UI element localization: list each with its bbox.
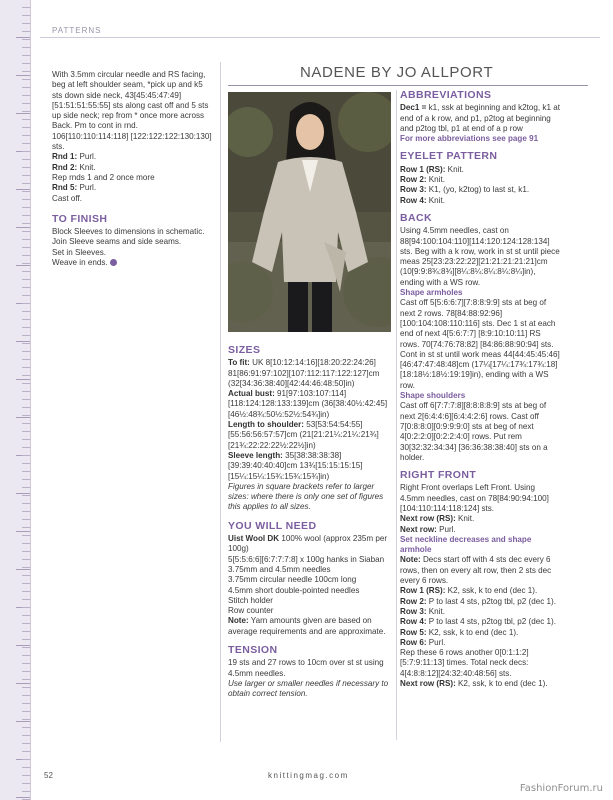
eyelet-row-1 [400, 165, 560, 175]
tension-note: Use larger or smaller needles if necessary to obtain correct tension. [228, 678, 389, 699]
front-next-label: Next row (RS): [400, 514, 456, 524]
front-next-text: Knit. [458, 514, 475, 524]
abbr-heading: ABBREVIATIONS [400, 89, 492, 101]
rnd2-text: Knit. [79, 162, 96, 172]
need-line-2: 3.75mm and 4.5mm needles [228, 564, 331, 574]
column-divider-right [396, 90, 397, 740]
armholes-heading: Shape armholes [400, 288, 463, 298]
front-row-label: Row 1 (RS): [400, 586, 446, 596]
watermark: FashionForum.ru [519, 783, 603, 794]
front-row-6 [400, 638, 560, 648]
front-row-text: K2, ssk, k to end (dec 1). [447, 586, 538, 596]
ruler-minor-ticks [22, 0, 30, 800]
tension-text: 19 sts and 27 rows to 10cm over st st using 4.5mm needles. [228, 658, 384, 678]
page-ruler [0, 0, 31, 800]
eyelet-row-4 [400, 196, 560, 206]
section-tag: PATTERNS [52, 26, 102, 35]
eyelet-row-text: Knit. [428, 195, 445, 205]
rnd2-label: Rnd 2: [52, 162, 78, 172]
need-line-6: Row counter [228, 606, 274, 616]
rnd5-line [52, 183, 212, 193]
model-photo-illustration [228, 92, 391, 332]
sleeve-label: Sleeve length: [228, 450, 283, 460]
need-line-3: 3.75mm circular needle 100cm long [228, 575, 357, 585]
finish-line-2: Join Sleeve seams and side seams. [52, 237, 182, 247]
dec1-label: Dec1 = [400, 103, 427, 113]
model-photo [228, 92, 391, 332]
front-row-text: Knit. [428, 606, 445, 616]
eyelet-heading: EYELET PATTERN [400, 150, 498, 163]
neck-heading: Set neckline decreases and shape armhole [400, 534, 532, 555]
sizes-column [228, 345, 393, 700]
front-row-label: Row 3: [400, 606, 427, 616]
length-line [228, 420, 393, 451]
finish-line-3: Set in Sleeves. [52, 247, 106, 257]
back-intro: Using 4.5mm needles, cast on 88[94:100:104:110][114:120:124:128:134] sts. Beg with a k row, work in st st until piece meas 25[23:23:22:22][21:21:21:21:21]cm (10[9:9:8¾:8¾][8¼:8¼:8¼:8¼:8¼]in), ending with a WS row. [400, 226, 560, 287]
abbr-more-link[interactable]: For more abbreviations see page 91 [400, 134, 539, 144]
sizes-note: Figures in square brackets refer to larger sizes: where there is only one set of figures this applies to all sizes. [228, 481, 384, 512]
castoff-line: Cast off. [52, 193, 82, 203]
eyelet-row-text: Knit. [447, 164, 464, 174]
yarn-line [228, 534, 393, 555]
front-note-label: Note: [400, 555, 421, 565]
dec1-text: k1, ssk at beginning and k2tog, k1 at end of a k row, and p1, p2tog at beginning and p2tog tbl, p1 at end of a p row [400, 103, 560, 133]
sizes-heading: SIZES [228, 344, 261, 356]
need-note [228, 616, 393, 637]
dec1-line [400, 103, 560, 134]
yarn-text: 100% wool (approx 235m per 100g) [228, 534, 388, 554]
bust-label: Actual bust: [228, 389, 275, 399]
designer-byline: BY JO ALLPORT [370, 64, 494, 81]
sleeve-text: 35[38:38:38:38] [39:39:40:40:40]cm 13¾[15:15:15:15][15¼:15¼:15¾:15¾:15¾]in) [228, 450, 363, 481]
armholes-text: Cast off 5[5:6:6:7][7:8:8:9:9] sts at beg of next 2 rows. 78[84:88:92:96] [100:104:108:110:116] sts. Dec 1 st at each end of next 4[5:6:7:7] [8:9:10:10:11] RS rows. 70[74:76:78:82] [84:86:88:90:94] sts. Cont in st st until work meas 44[44:45:45:46][46:47:47:48:48]cm (17¼[17¼:17¾:17¾:18][18:18½:18½:19:19]in), ending with a WS row. [400, 298, 560, 390]
page-url: knittingmag.com [268, 771, 349, 780]
need-heading: YOU WILL NEED [228, 519, 317, 532]
rnd5-text: Purl. [79, 183, 97, 193]
front-row-text: P to last 4 sts, p2tog tbl, p2 (dec 1). [428, 596, 556, 606]
rnd5-label: Rnd 5: [52, 183, 78, 193]
front-row-label: Row 5: [400, 627, 427, 637]
front-row-text: P to last 4 sts, p2tog tbl, p2 (dec 1). [428, 617, 556, 627]
rnd1-line [52, 152, 212, 162]
front-last-row [400, 679, 560, 689]
front-heading: RIGHT FRONT [400, 469, 477, 482]
front-last-text: K2, ssk, k to end (dec 1). [458, 679, 548, 689]
instructions-column [400, 90, 560, 689]
front-row-label: Row 6: [400, 637, 427, 647]
front-repeat: Rep these 6 rows another 0[0:1:1:2] [5:7:9:11:13] times. Total neck decs: 4[4:8:8:12][24:32:40:48:56] sts. [400, 648, 529, 678]
neckband-column [52, 70, 212, 268]
front-next-text: Purl. [439, 524, 456, 534]
length-text: 53[53:54:54:55] [55:56:56:57:57]cm (21[21:21¼:21¼:21¾] [21¾:22:22:22½:22½]in) [228, 420, 379, 450]
eyelet-row-3 [400, 185, 560, 195]
front-next-label: Next row: [400, 524, 437, 534]
rnd1-label: Rnd 1: [52, 152, 78, 162]
shoulders-text: Cast off 6[7:7:7:8][8:8:8:8:9] sts at beg of next 2[6:4:4:6][6:4:4:2:6] rows. Cast off 7[0:8:8:0][0:9:9:9:0] sts at beg of next 4[0:2:2:0][0:2:2:4:0] rows. Put rem 30[32:32:34:34] [36:36:38:38:40] sts on a holder. [400, 401, 548, 462]
need-line-5: Stitch holder [228, 595, 273, 605]
to-fit-label: To fit: [228, 358, 250, 368]
finish-line-1: Block Sleeves to dimensions in schematic. [52, 227, 205, 237]
need-note-label: Note: [228, 616, 249, 626]
eyelet-row-label: Row 4: [400, 195, 427, 205]
column-divider-left [220, 62, 221, 742]
front-row-text: Purl. [428, 637, 446, 647]
front-row-label: Row 4: [400, 617, 427, 627]
front-row-3 [400, 607, 560, 617]
length-label: Length to shoulder: [228, 420, 304, 430]
front-row-4 [400, 617, 560, 627]
front-row-2 [400, 597, 560, 607]
need-note-text: Yarn amounts given are based on average requirements and are approximate. [228, 616, 386, 636]
page-number: 52 [44, 771, 53, 780]
pattern-name: NADENE [300, 64, 367, 81]
to-fit-text: UK 8[10:12:14:16][18:20:22:24:26] 81[86:91:97:102][107:112:117:122:127]cm (32[34:36:38:40][42:44:46:48:50]in) [228, 358, 380, 388]
end-marker-icon [110, 259, 117, 266]
bust-text: 91[97:103:107:114] [118:124:128:133:139]cm (36[38:40½:42:45] [46½:48¾:50½:52½:54¾]in) [228, 389, 388, 419]
need-line-4: 4.5mm short double-pointed needles [228, 585, 360, 595]
eyelet-row-label: Row 1 (RS): [400, 164, 446, 174]
finish-line-4-text: Weave in ends. [52, 258, 108, 268]
rnd1-text: Purl. [79, 152, 97, 162]
finish-line-4 [52, 258, 212, 268]
eyelet-row-label: Row 3: [400, 185, 427, 195]
front-note-text: Decs start off with 4 sts dec every 6 rows, then on every alt row, then 2 sts dec every 6 rows. [400, 555, 552, 586]
yarn-label: Uist Wool DK [228, 534, 280, 544]
eyelet-row-text: K1, (yo, k2tog) to last st, k1. [428, 185, 530, 195]
tension-heading: TENSION [228, 644, 278, 657]
bust-line [228, 389, 393, 420]
title-rule [228, 85, 588, 86]
shoulders-heading: Shape shoulders [400, 391, 466, 401]
eyelet-row-text: Knit. [428, 175, 445, 185]
front-last-label: Next row (RS): [400, 679, 456, 689]
front-next-2 [400, 525, 560, 535]
rnd2-line [52, 163, 212, 173]
neckband-intro: With 3.5mm circular needle and RS facing, beg at left shoulder seam, *pick up and k5 sts down side neck, 43[45:45:47:49] [51:51:51:55:55] sts along cast off and 5 sts up side neck; rep from * once more across Back. Pm to cont in rnd. 106[110:110:114:118] [122:122:122:130:130] sts. [52, 70, 212, 152]
front-row-label: Row 2: [400, 596, 427, 606]
front-next-1 [400, 514, 560, 524]
to-fit-line [228, 358, 393, 389]
pattern-title [300, 64, 590, 81]
repeat-line: Rep rnds 1 and 2 once more [52, 172, 155, 182]
front-row-text: K2, ssk, k to end (dec 1). [428, 627, 519, 637]
need-line-1: 5[5:5:6:6][6:7:7:7:8] x 100g hanks in Siaban [228, 554, 385, 564]
finish-heading: TO FINISH [52, 212, 108, 225]
front-row-5 [400, 628, 560, 638]
front-note [400, 555, 560, 586]
eyelet-row-label: Row 2: [400, 175, 427, 185]
eyelet-row-2 [400, 175, 560, 185]
back-heading: BACK [400, 211, 432, 224]
front-row-1 [400, 586, 560, 596]
front-intro: Right Front overlaps Left Front. Using 4.5mm needles, cast on 78[84:90:94:100][104:110:114:118:124] sts. [400, 483, 549, 513]
header-rule [40, 37, 600, 38]
sleeve-line [228, 451, 393, 482]
